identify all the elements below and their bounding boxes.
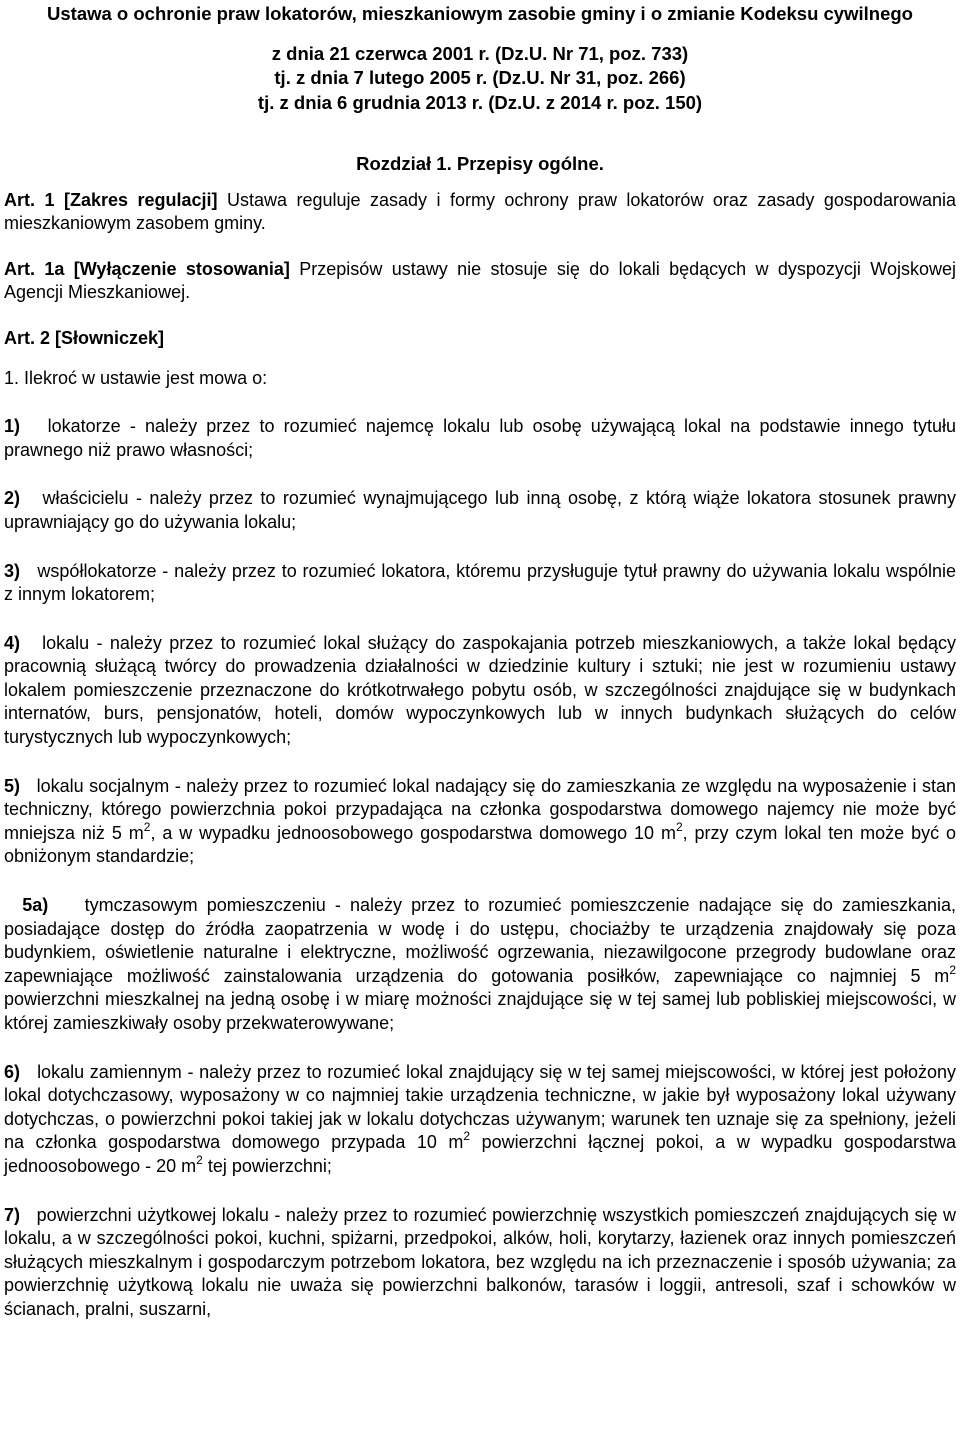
date-line-consolidated-2005: tj. z dnia 7 lutego 2005 r. (Dz.U. Nr 31, poz. 266) — [274, 67, 686, 89]
article-2-heading: Art. 2 [Słowniczek] — [4, 327, 165, 348]
superscript: 2 — [463, 1129, 471, 1144]
definition-lokator — [4, 415, 956, 462]
article-1-text: Ustawa reguluje zasady i formy ochrony praw lokatorów oraz zasady gospodarowania mieszkaniowym zasobem gminy. — [4, 189, 956, 234]
article-1a-text: Przepisów ustawy nie stosuje się do lokali będących w dyspozycji Wojskowej Agencji Mieszkaniowej. — [4, 258, 956, 303]
definition-number: 4) — [4, 632, 21, 653]
definition-number: 7) — [4, 1204, 21, 1225]
definition-powierzchnia-uzytkowa — [4, 1204, 956, 1322]
article-1 — [4, 189, 956, 236]
article-1-heading: Art. 1 [Zakres regulacji] — [4, 189, 218, 210]
definition-text: lokalu socjalnym - należy przez to rozumieć lokal nadający się do zamieszkania ze względu na wyposażenie i stan techniczny, którego powierzchnia pokoi przypadająca na członka gospodarstwa domowego najemcy nie może być mniejsza niż 5 m — [4, 775, 956, 843]
definition-text: , a w wypadku jednoosobowego gospodarstwa domowego 10 m — [150, 822, 676, 843]
definition-text: właścicielu - należy przez to rozumieć wynajmującego lub inną osobę, z którą wiąże lokatora stosunek prawny uprawniający go do używania lokalu; — [4, 488, 956, 532]
definition-text: tymczasowym pomieszczeniu - należy przez to rozumieć pomieszczenie nadające się do zamieszkania, posiadające dostęp do źródła zaopatrzenia w wodę i do ustępu, chociażby te urządzenia znajdowały się poza budynkiem, oświetlenie naturalne i elektryczne, możliwość ogrzewania, niezawilgocone przegrody budowlane oraz zapewniające możliwość zainstalowania urządzenia do gotowania posiłków, zapewniające co najmniej 5 m — [4, 895, 956, 986]
superscript: 2 — [196, 1152, 203, 1167]
definition-text: lokalu - należy przez to rozumieć lokal służący do zaspokajania potrzeb mieszkaniowych, a także lokal będący pracownią służącą twórcy do prowadzenia działalności w dziedzinie kultury i sztuki; nie jest w rozumieniu ustawy lokalem pomieszczenie przeznaczone do krótkotrwałego pobytu osób, w szczególności znajdujące się w budynkach internatów, burs, pensjonatów, hoteli, domów wypoczynkowych lub w innych budynkach służących do celów turystycznych lub wypoczynkowych; — [4, 632, 956, 748]
definition-text: lokalu zamiennym - należy przez to rozumieć lokal znajdujący się w tej samej miejscowości, w której jest położony lokal dotychczasowy, wyposażony w co najmniej takie urządzenia techniczne, w jakie był wyposażony lokal używany dotychczas, o powierzchni pokoi takiej jak w lokalu dotychczas używanym; warunek ten uznaje się za spełniony, jeżeli na członka gospodarstwa domowego przypada 10 m — [4, 1061, 956, 1153]
definition-number: 6) — [4, 1061, 21, 1082]
definition-text: powierzchni użytkowej lokalu - należy przez to rozumieć powierzchnię wszystkich pomieszczeń znajdujących się w lokalu, a w szczególności pokoi, kuchni, spiżarni, przedpokoi, alków, holi, korytarzy, łazienek oraz innych pomieszczeń służących mieszkalnym i gospodarczym potrzebom lokatora, bez względu na ich przeznaczenie i sposób używania; za powierzchnię użytkową lokalu nie uważa się powierzchni balkonów, tarasów i loggii, antresoli, szaf i schowków w ścianach, pralni, suszarni, — [4, 1204, 956, 1319]
definition-text: powierzchni łącznej pokoi, a w wypadku gospodarstwa jednoosobowego - 20 m — [4, 1132, 956, 1176]
definition-lokal-socjalny — [4, 775, 956, 869]
definition-number: 5a) — [22, 895, 49, 916]
superscript: 2 — [675, 819, 683, 834]
date-line-original: z dnia 21 czerwca 2001 r. (Dz.U. Nr 71, poz. 733) — [271, 42, 689, 64]
article-1a-heading: Art. 1a [Wyłączenie stosowania] — [4, 258, 290, 279]
definition-number: 3) — [4, 560, 21, 581]
article-1a — [4, 258, 956, 305]
definition-number: 2) — [4, 488, 21, 509]
definition-number: 5) — [4, 775, 21, 796]
definition-text: lokatorze - należy przez to rozumieć najemcę lokalu lub osobę używającą lokal na podstawie innego tytułu prawnego niż prawo własności; — [4, 416, 956, 460]
definition-wlasciciel — [4, 487, 956, 534]
definition-tymczasowe-pomieszczenie — [4, 894, 956, 1036]
definition-lokal-zamienny — [4, 1061, 956, 1179]
document-title: Ustawa o ochronie praw lokatorów, mieszkaniowym zasobie gminy i o zmianie Kodeksu cywilnego — [47, 3, 913, 24]
article-2-intro: 1. Ilekroć w ustawie jest mowa o: — [4, 367, 268, 388]
definition-text: powierzchni mieszkalnej na jedną osobę i w miarę możności znajdujące się w tej samej lub pobliskiej miejscowości, w której zamieszkiwały osoby przekwaterowywane; — [4, 989, 956, 1034]
publication-dates — [4, 42, 956, 116]
definition-text: tej powierzchni; — [202, 1155, 332, 1176]
definition-text: współlokatorze - należy przez to rozumieć lokatora, któremu przysługuje tytuł prawny do używania lokalu wspólnie z innym lokatorem; — [4, 560, 956, 605]
definition-wspollokator — [4, 560, 956, 607]
superscript: 2 — [143, 819, 151, 834]
date-line-consolidated-2013: tj. z dnia 6 grudnia 2013 r. (Dz.U. z 2014 r. poz. 150) — [257, 92, 703, 114]
definition-number: 1) — [4, 416, 21, 437]
chapter-heading: Rozdział 1. Przepisy ogólne. — [356, 152, 604, 174]
definition-text: , przy czym lokal ten może być o obniżonym standardzie; — [4, 822, 956, 867]
superscript: 2 — [949, 962, 956, 977]
definition-lokal — [4, 632, 956, 750]
